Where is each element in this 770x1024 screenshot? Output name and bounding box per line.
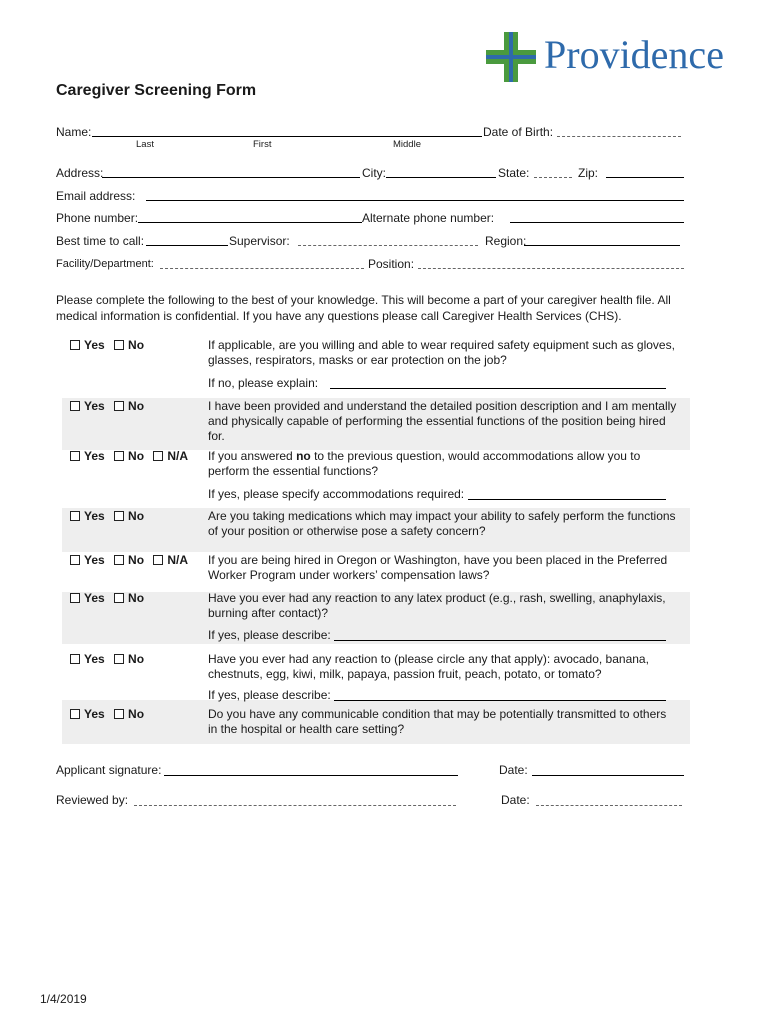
dob-field[interactable] (557, 136, 681, 137)
checkbox-icon[interactable] (114, 340, 124, 350)
checkbox-icon[interactable] (114, 593, 124, 603)
q6-options (70, 591, 150, 605)
q2-options (70, 399, 150, 413)
q1-yes[interactable]: Yes (70, 338, 105, 352)
q6-text: Have you ever had any reaction to any latex product (e.g., rash, swelling, anaphylaxis, burning after contact)? (208, 591, 666, 620)
providence-logo (486, 32, 726, 82)
checkbox-icon[interactable] (70, 401, 80, 411)
brand-name: Providence (544, 32, 724, 77)
facility-label: Facility/Department: (56, 258, 154, 270)
checkbox-icon[interactable] (70, 593, 80, 603)
q4-options (70, 509, 150, 523)
checkbox-icon[interactable] (114, 555, 124, 565)
q2-yes[interactable]: Yes (70, 399, 105, 413)
zip-label: Zip: (578, 166, 599, 180)
checkbox-icon[interactable] (114, 654, 124, 664)
checkbox-icon[interactable] (70, 709, 80, 719)
alt-phone-label: Alternate phone number: (362, 211, 495, 225)
review-date-label: Date: (501, 793, 530, 807)
q1-options (70, 338, 150, 352)
q7-text: Have you ever had any reaction to (please circle any that apply): avocado, banana, chestnuts, egg, kiwi, milk, papaya, passion fruit, peach, potato, or tomato? (208, 652, 649, 681)
supervisor-label: Supervisor: (229, 234, 290, 248)
q2-no[interactable]: No (114, 399, 144, 413)
applicant-signature-field[interactable] (164, 775, 458, 776)
questions-section (62, 334, 690, 744)
q8-text: Do you have any communicable condition that may be potentially transmitted to others in the hospital or health care setting? (208, 707, 667, 736)
best-time-label: Best time to call: (56, 234, 145, 248)
alt-phone-field[interactable] (510, 222, 684, 223)
phone-label: Phone number: (56, 211, 139, 225)
review-date-field[interactable] (536, 805, 682, 806)
checkbox-icon[interactable] (114, 401, 124, 411)
q1-no[interactable]: No (114, 338, 144, 352)
q6-no[interactable]: No (114, 591, 144, 605)
name-label: Name: (56, 125, 92, 139)
checkbox-icon[interactable] (114, 511, 124, 521)
name-middle-label: Middle (393, 139, 421, 150)
providence-cross-icon (486, 32, 536, 82)
signature-date-field[interactable] (532, 775, 684, 776)
checkbox-icon[interactable] (70, 555, 80, 565)
email-label: Email address: (56, 189, 136, 203)
region-label: Region: (485, 234, 527, 248)
email-field[interactable] (146, 200, 684, 201)
address-label: Address: (56, 166, 104, 180)
checkbox-icon[interactable] (114, 709, 124, 719)
applicant-signature-label: Applicant signature: (56, 763, 162, 777)
q5-yes[interactable]: Yes (70, 553, 105, 567)
q1-follow-label: If no, please explain: (208, 376, 319, 390)
q6-yes[interactable]: Yes (70, 591, 105, 605)
q4-yes[interactable]: Yes (70, 509, 105, 523)
checkbox-icon[interactable] (70, 654, 80, 664)
q7-follow-field[interactable] (334, 700, 666, 701)
facility-field[interactable] (160, 268, 364, 269)
q1-text: If applicable, are you willing and able to wear required safety equipment such as gloves, glasses, respirators, masks or ear protection on the job? (208, 338, 675, 367)
position-label: Position: (368, 257, 415, 271)
checkbox-icon[interactable] (114, 451, 124, 461)
q8-options (70, 707, 150, 721)
q4-no[interactable]: No (114, 509, 144, 523)
position-field[interactable] (418, 268, 684, 269)
city-field[interactable] (386, 177, 496, 178)
q3-text: If you answered no to the previous question, would accommodations allow you to perform the essential functions? (208, 449, 641, 478)
q1-follow-field[interactable] (330, 388, 666, 389)
intro-text: Please complete the following to the best of your knowledge. This will become a part of your caregiver health file. All medical information is confidential. If you have any questions please call Caregiver Health Services (CHS). (56, 293, 671, 323)
signature-date-label: Date: (499, 763, 528, 777)
q4-text: Are you taking medications which may impact your ability to safely perform the functions of your position or otherwise pose a safety concern? (208, 509, 676, 538)
q7-no[interactable]: No (114, 652, 144, 666)
q8-no[interactable]: No (114, 707, 144, 721)
q5-no[interactable]: No (114, 553, 144, 567)
checkbox-icon[interactable] (153, 555, 163, 565)
phone-field[interactable] (138, 222, 362, 223)
zip-field[interactable] (606, 177, 684, 178)
q3-no[interactable]: No (114, 449, 144, 463)
name-last-label: Last (136, 139, 154, 150)
q7-follow-label: If yes, please describe: (208, 688, 331, 702)
q5-options (70, 553, 194, 567)
state-field[interactable] (534, 177, 572, 178)
name-first-label: First (253, 139, 272, 150)
form-title: Caregiver Screening Form (56, 82, 257, 99)
q8-yes[interactable]: Yes (70, 707, 105, 721)
address-field[interactable] (102, 177, 360, 178)
city-label: City: (362, 166, 386, 180)
q3-yes[interactable]: Yes (70, 449, 105, 463)
q3-options (70, 449, 194, 463)
q3-na[interactable]: N/A (153, 449, 188, 463)
q7-options (70, 652, 150, 666)
region-field[interactable] (524, 245, 680, 246)
q5-text: If you are being hired in Oregon or Washington, have you been placed in the Preferred Worker Program under workers’ compensation laws? (208, 553, 668, 582)
best-time-field[interactable] (146, 245, 228, 246)
q7-yes[interactable]: Yes (70, 652, 105, 666)
checkbox-icon[interactable] (70, 451, 80, 461)
q6-follow-label: If yes, please describe: (208, 628, 331, 642)
q5-na[interactable]: N/A (153, 553, 188, 567)
footer-date: 1/4/2019 (40, 992, 87, 1006)
name-field[interactable] (92, 136, 482, 137)
q3-follow-label: If yes, please specify accommodations required: (208, 487, 465, 501)
checkbox-icon[interactable] (70, 511, 80, 521)
dob-label: Date of Birth: (483, 125, 554, 139)
q2-text: I have been provided and understand the detailed position description and I am mentally and physically capable of performing the essential functions of the position being hired for. (208, 399, 677, 443)
state-label: State: (498, 166, 530, 180)
checkbox-icon[interactable] (153, 451, 163, 461)
q6-follow-field[interactable] (334, 640, 666, 641)
reviewed-by-field[interactable] (134, 805, 456, 806)
checkbox-icon[interactable] (70, 340, 80, 350)
reviewed-by-label: Reviewed by: (56, 793, 129, 807)
q3-follow-field[interactable] (468, 499, 666, 500)
supervisor-field[interactable] (298, 245, 478, 246)
